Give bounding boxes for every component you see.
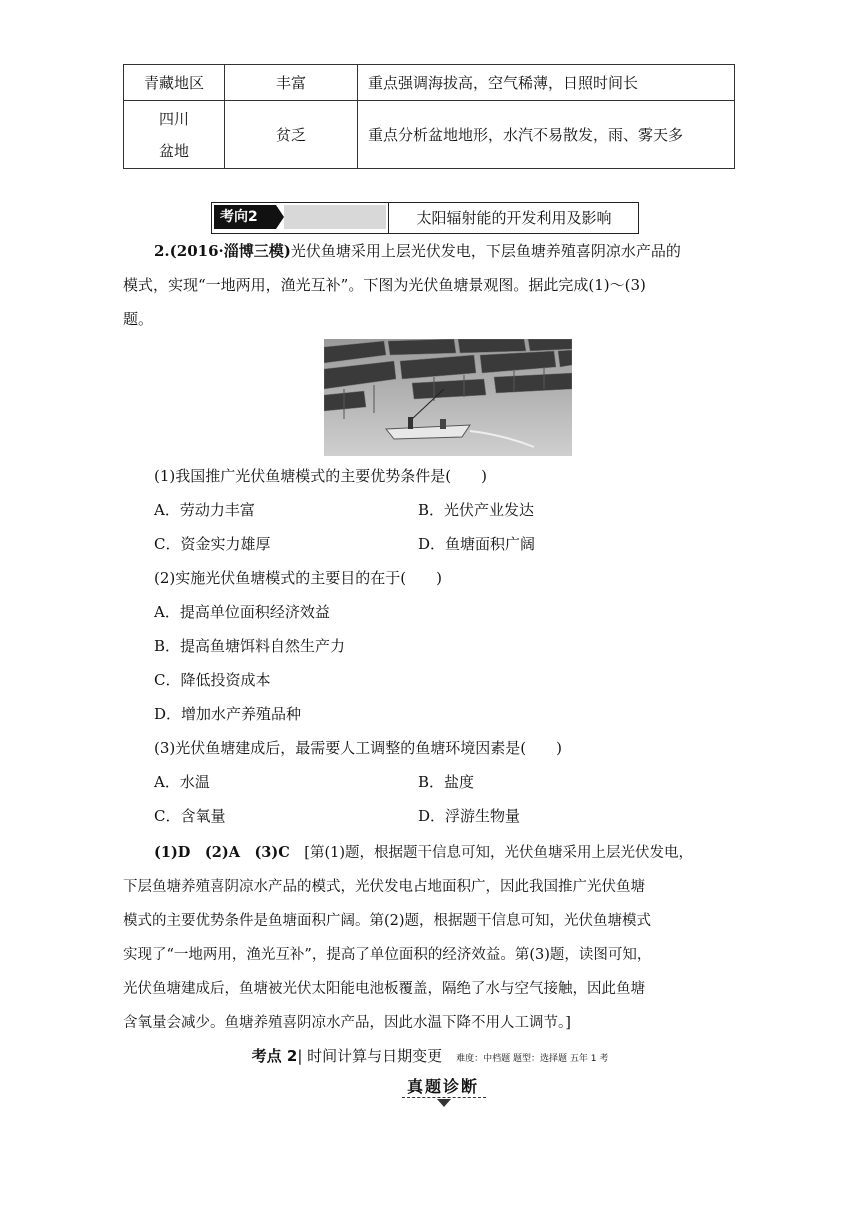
- banner-divider: [388, 203, 389, 233]
- question-2: (2)实施光伏鱼塘模式的主要目的在于( ): [154, 569, 442, 587]
- answer-line: 实现了“一地两用，渔光互补”，提高了单位面积的经济效益。第(3)题，读图可知，: [123, 947, 652, 963]
- question-stem-line: 模式，实现“一地两用，渔光互补”。下图为光伏鱼塘景观图。据此完成(1)～(3): [123, 276, 646, 294]
- section-label: 真题诊断: [406, 1077, 479, 1096]
- region-line: 四川: [158, 109, 189, 128]
- kaodian-title: 时间计算与日期变更: [307, 1047, 443, 1065]
- banner-fill: [284, 205, 386, 229]
- kaodian-separator: |: [297, 1047, 303, 1065]
- option-d: D．浮游生物量: [418, 807, 521, 825]
- answer-line: [154, 841, 693, 862]
- option-b: B．盐度: [418, 773, 475, 791]
- question-number: 2.: [154, 242, 170, 260]
- triangle-down-icon: [437, 1099, 451, 1107]
- option-b: B．光伏产业发达: [418, 501, 535, 519]
- desc-cell: 重点分析盆地地形，水汽不易散发，雨、雾天多: [358, 101, 735, 169]
- desc-cell: 重点强调海拔高，空气稀薄，日照时间长: [358, 65, 735, 101]
- kaoxiang-banner: [211, 202, 639, 234]
- region-table: [123, 64, 735, 169]
- question-3: (3)光伏鱼塘建成后，最需要人工调整的鱼塘环境因素是( ): [154, 739, 562, 757]
- option-b: B．提高鱼塘饵料自然生产力: [154, 637, 346, 655]
- table-row: [124, 65, 735, 101]
- option-c: C．含氧量: [154, 807, 226, 825]
- kaoxiang-tag: 考向2: [214, 205, 276, 229]
- answer-key: (1)D (2)A (3)C: [154, 844, 290, 861]
- option-a: A．水温: [154, 773, 210, 791]
- option-d: D．鱼塘面积广阔: [418, 535, 536, 553]
- answer-line: 下层鱼塘养殖喜阴凉水产品的模式，光伏发电占地面积广，因此我国推广光伏鱼塘: [123, 879, 645, 895]
- question-1: (1)我国推广光伏鱼塘模式的主要优势条件是( ): [154, 467, 487, 485]
- option-c: C．降低投资成本: [154, 671, 271, 689]
- kaoxiang-title: 太阳辐射能的开发利用及影响: [416, 209, 612, 227]
- option-d: D．增加水产养殖品种: [154, 705, 302, 723]
- arrow-icon: [276, 205, 284, 229]
- option-a: A．提高单位面积经济效益: [154, 603, 330, 621]
- photovoltaic-fishpond-photo: [324, 339, 572, 456]
- divider: [402, 1097, 486, 1098]
- answer-line: 模式的主要优势条件是鱼塘面积广阔。第(2)题，根据题干信息可知，光伏鱼塘模式: [123, 913, 652, 929]
- answer-line: 光伏鱼塘建成后，鱼塘被光伏太阳能电池板覆盖，隔绝了水与空气接触，因此鱼塘: [123, 981, 645, 997]
- answer-text: [第(1)题，根据题干信息可知，光伏鱼塘采用上层光伏发电，: [304, 845, 693, 861]
- option-c: C．资金实力雄厚: [154, 535, 271, 553]
- region-line: 盆地: [158, 141, 189, 160]
- region-cell: 青藏地区: [124, 65, 225, 101]
- kaodian-heading: [0, 1045, 860, 1066]
- table-row: [124, 101, 735, 169]
- kaodian-meta: 难度：中档题 题型：选择题 五年 1 考: [456, 1054, 609, 1064]
- question-source: (2016·淄博三模): [169, 242, 291, 260]
- question-stem-line: 题。: [123, 310, 154, 328]
- option-a: A．劳动力丰富: [154, 501, 255, 519]
- level-cell: 丰富: [225, 65, 358, 101]
- level-cell: 贫乏: [225, 101, 358, 169]
- answer-line: 含氧量会减少。鱼塘养殖喜阴凉水产品，因此水温下降不用人工调节。]: [123, 1015, 571, 1031]
- kaodian-label: 考点 2: [251, 1047, 298, 1065]
- region-cell: [124, 101, 225, 169]
- question-stem-line: [154, 240, 681, 261]
- question-text: 光伏鱼塘采用上层光伏发电，下层鱼塘养殖喜阴凉水产品的: [290, 242, 681, 260]
